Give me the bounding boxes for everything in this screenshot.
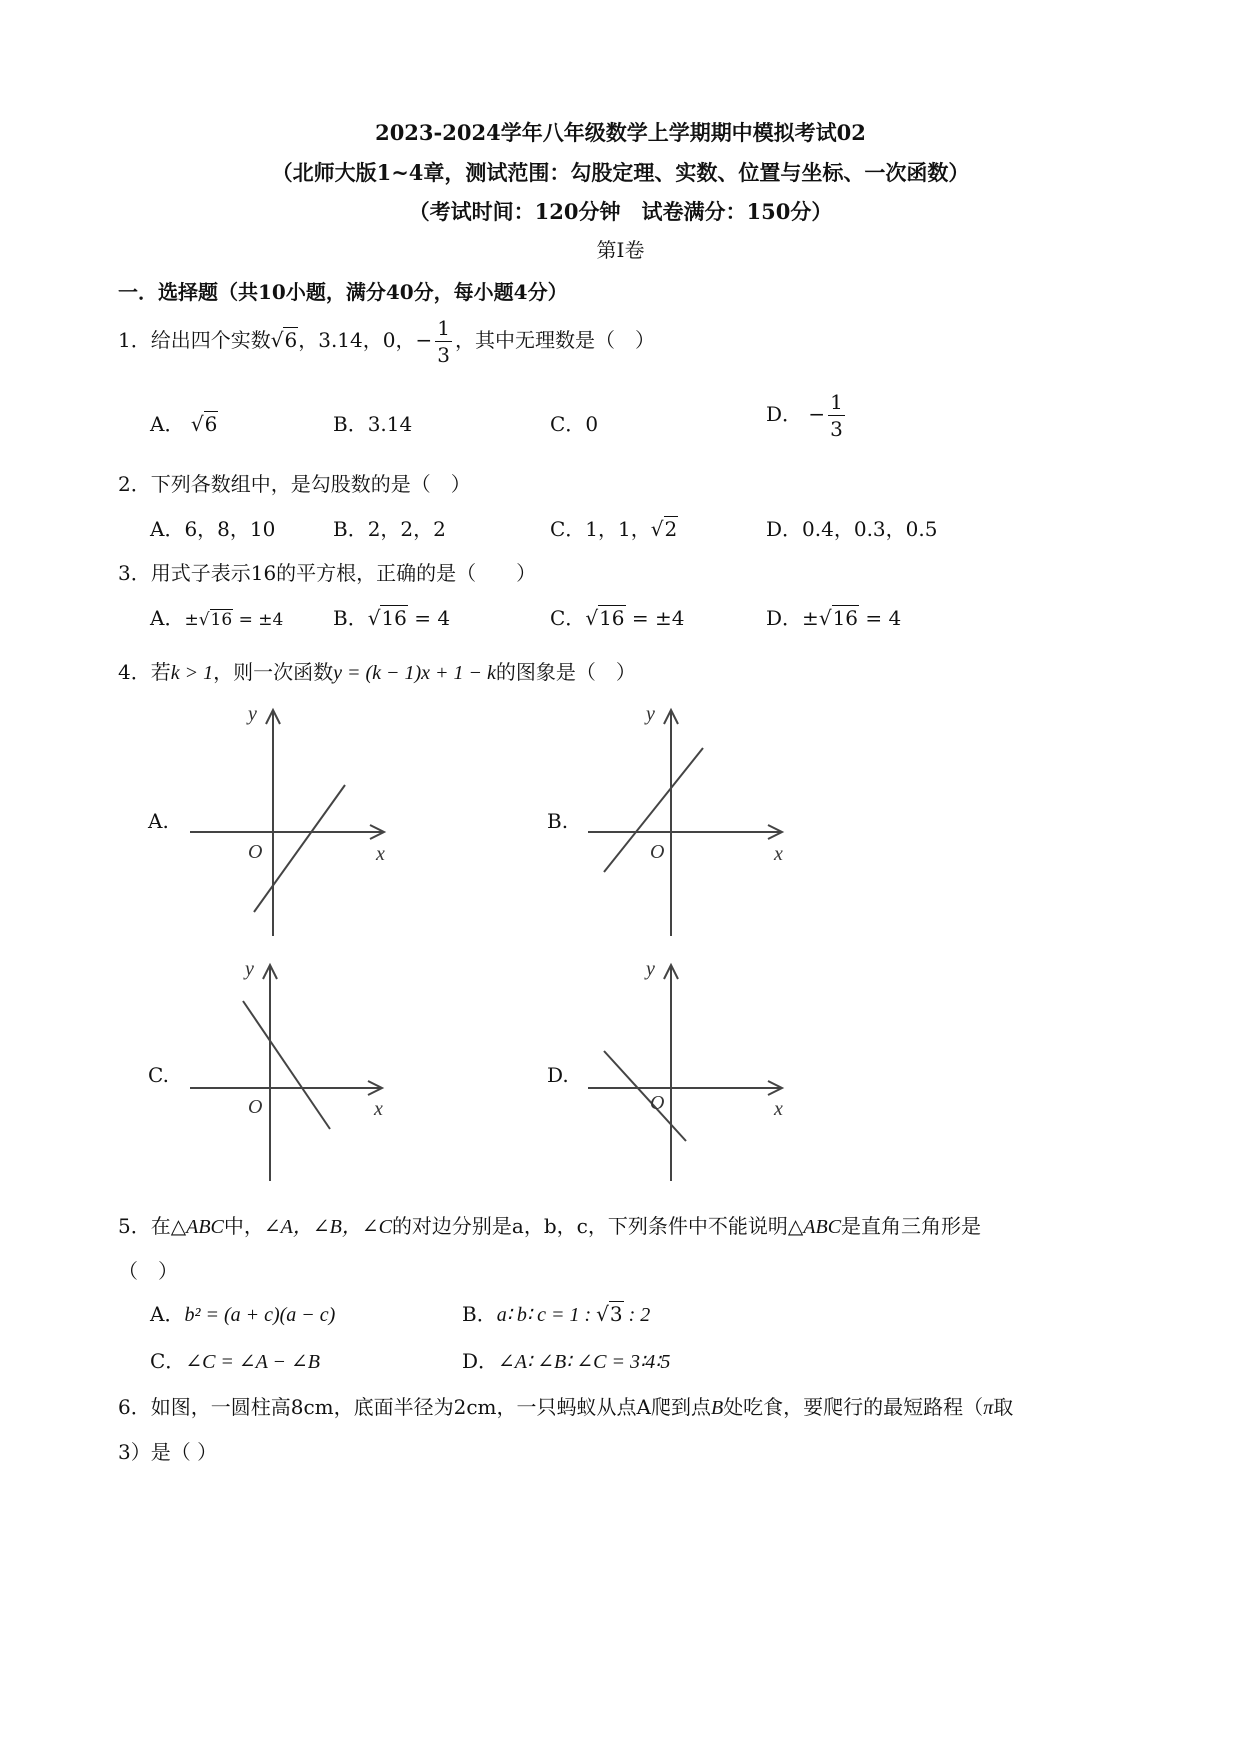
q1-option-c: C．0 bbox=[550, 412, 599, 436]
q2-option-b: B．2，2，2 bbox=[333, 517, 446, 541]
q2-option-a: A．6，8，10 bbox=[150, 517, 276, 541]
q4-graph-d bbox=[588, 955, 798, 1195]
question-4-stem: 4．若k > 1，则一次函数y = (k − 1)x + 1 − k的图象是（ ） bbox=[118, 660, 636, 684]
svg-text:O: O bbox=[248, 1096, 263, 1118]
q3-option-b: B．√16 = 4 bbox=[333, 606, 451, 630]
question-3-stem: 3．用式子表示16的平方根，正确的是（ ） bbox=[118, 561, 537, 585]
svg-text:x: x bbox=[374, 1098, 383, 1120]
svg-text:y: y bbox=[646, 703, 655, 725]
origin-label: O bbox=[248, 841, 263, 863]
volume-label: 第Ⅰ卷 bbox=[596, 238, 645, 262]
q4-option-d-label: D. bbox=[547, 1063, 569, 1087]
svg-text:O: O bbox=[650, 1092, 665, 1114]
q2-option-d: D．0.4，0.3，0.5 bbox=[766, 517, 938, 541]
x-axis-label: x bbox=[376, 843, 385, 865]
sqrt-expression: √6 bbox=[270, 328, 298, 352]
q2-option-c: C．1，1，√2 bbox=[550, 517, 678, 541]
q4-graph-b bbox=[588, 700, 798, 940]
q4-graph-c bbox=[190, 955, 400, 1195]
section-title: 一．选择题（共10小题，满分40分，每小题4分） bbox=[118, 280, 568, 304]
q3-option-c: C．√16 = ±4 bbox=[550, 606, 685, 630]
q3-option-d: D．±√16 = 4 bbox=[766, 606, 902, 630]
question-5-paren: （ ） bbox=[118, 1259, 178, 1283]
q3-option-a: A．±√16 = ±4 bbox=[150, 606, 284, 630]
svg-text:y: y bbox=[646, 958, 655, 980]
svg-text:y: y bbox=[245, 958, 254, 980]
q1-option-b: B．3.14 bbox=[333, 412, 413, 436]
svg-text:x: x bbox=[774, 1098, 783, 1120]
question-1-stem: 1．给出四个实数√6，3.14，0，− $\frac{1}{3}$ ，其中无理数是（ ） bbox=[118, 316, 655, 367]
q1-option-a: A． √6 bbox=[150, 412, 218, 436]
fraction: $\frac{1}{3}$ bbox=[437, 316, 450, 367]
exam-scope: （北师大版1~4章，测试范围：勾股定理、实数、位置与坐标、一次函数） bbox=[271, 160, 970, 185]
question-number: 1． bbox=[118, 328, 151, 352]
question-6-line2: 3）是（ ） bbox=[118, 1440, 218, 1464]
q5-option-c: C．∠C = ∠A − ∠B bbox=[150, 1349, 320, 1373]
q4-option-b-label: B. bbox=[547, 809, 569, 833]
question-6-stem: 6．如图，一圆柱高8cm，底面半径为2cm，一只蚂蚁从点A爬到点B处吃食，要爬行的最短路程（π取 bbox=[118, 1395, 1014, 1419]
exam-title: 2023-2024学年八年级数学上学期期中模拟考试02 bbox=[375, 120, 866, 145]
q5-option-d: D．∠A∶ ∠B∶ ∠C = 3∶4∶5 bbox=[462, 1349, 671, 1373]
q4-graph-a bbox=[190, 700, 400, 940]
y-axis-label: y bbox=[248, 703, 257, 725]
svg-text:x: x bbox=[774, 843, 783, 865]
q1-option-d: D． − $\frac{1}{3}$ bbox=[766, 390, 843, 441]
exam-info: （考试时间：120分钟 试卷满分：150分） bbox=[408, 199, 833, 224]
q5-option-b: B．a∶ b∶ c = 1 : √3 : 2 bbox=[462, 1302, 651, 1326]
q4-option-a-label: A. bbox=[148, 809, 169, 833]
question-5-stem: 5．在△ABC中，∠A，∠B，∠C的对边分别是a，b，c，下列条件中不能说明△ABC是直角三角形是 bbox=[118, 1214, 982, 1238]
svg-text:O: O bbox=[650, 841, 665, 863]
question-2-stem: 2．下列各数组中，是勾股数的是（ ） bbox=[118, 472, 471, 496]
q5-option-a: A．b² = (a + c)(a − c) bbox=[150, 1302, 336, 1326]
q4-option-c-label: C. bbox=[148, 1063, 169, 1087]
